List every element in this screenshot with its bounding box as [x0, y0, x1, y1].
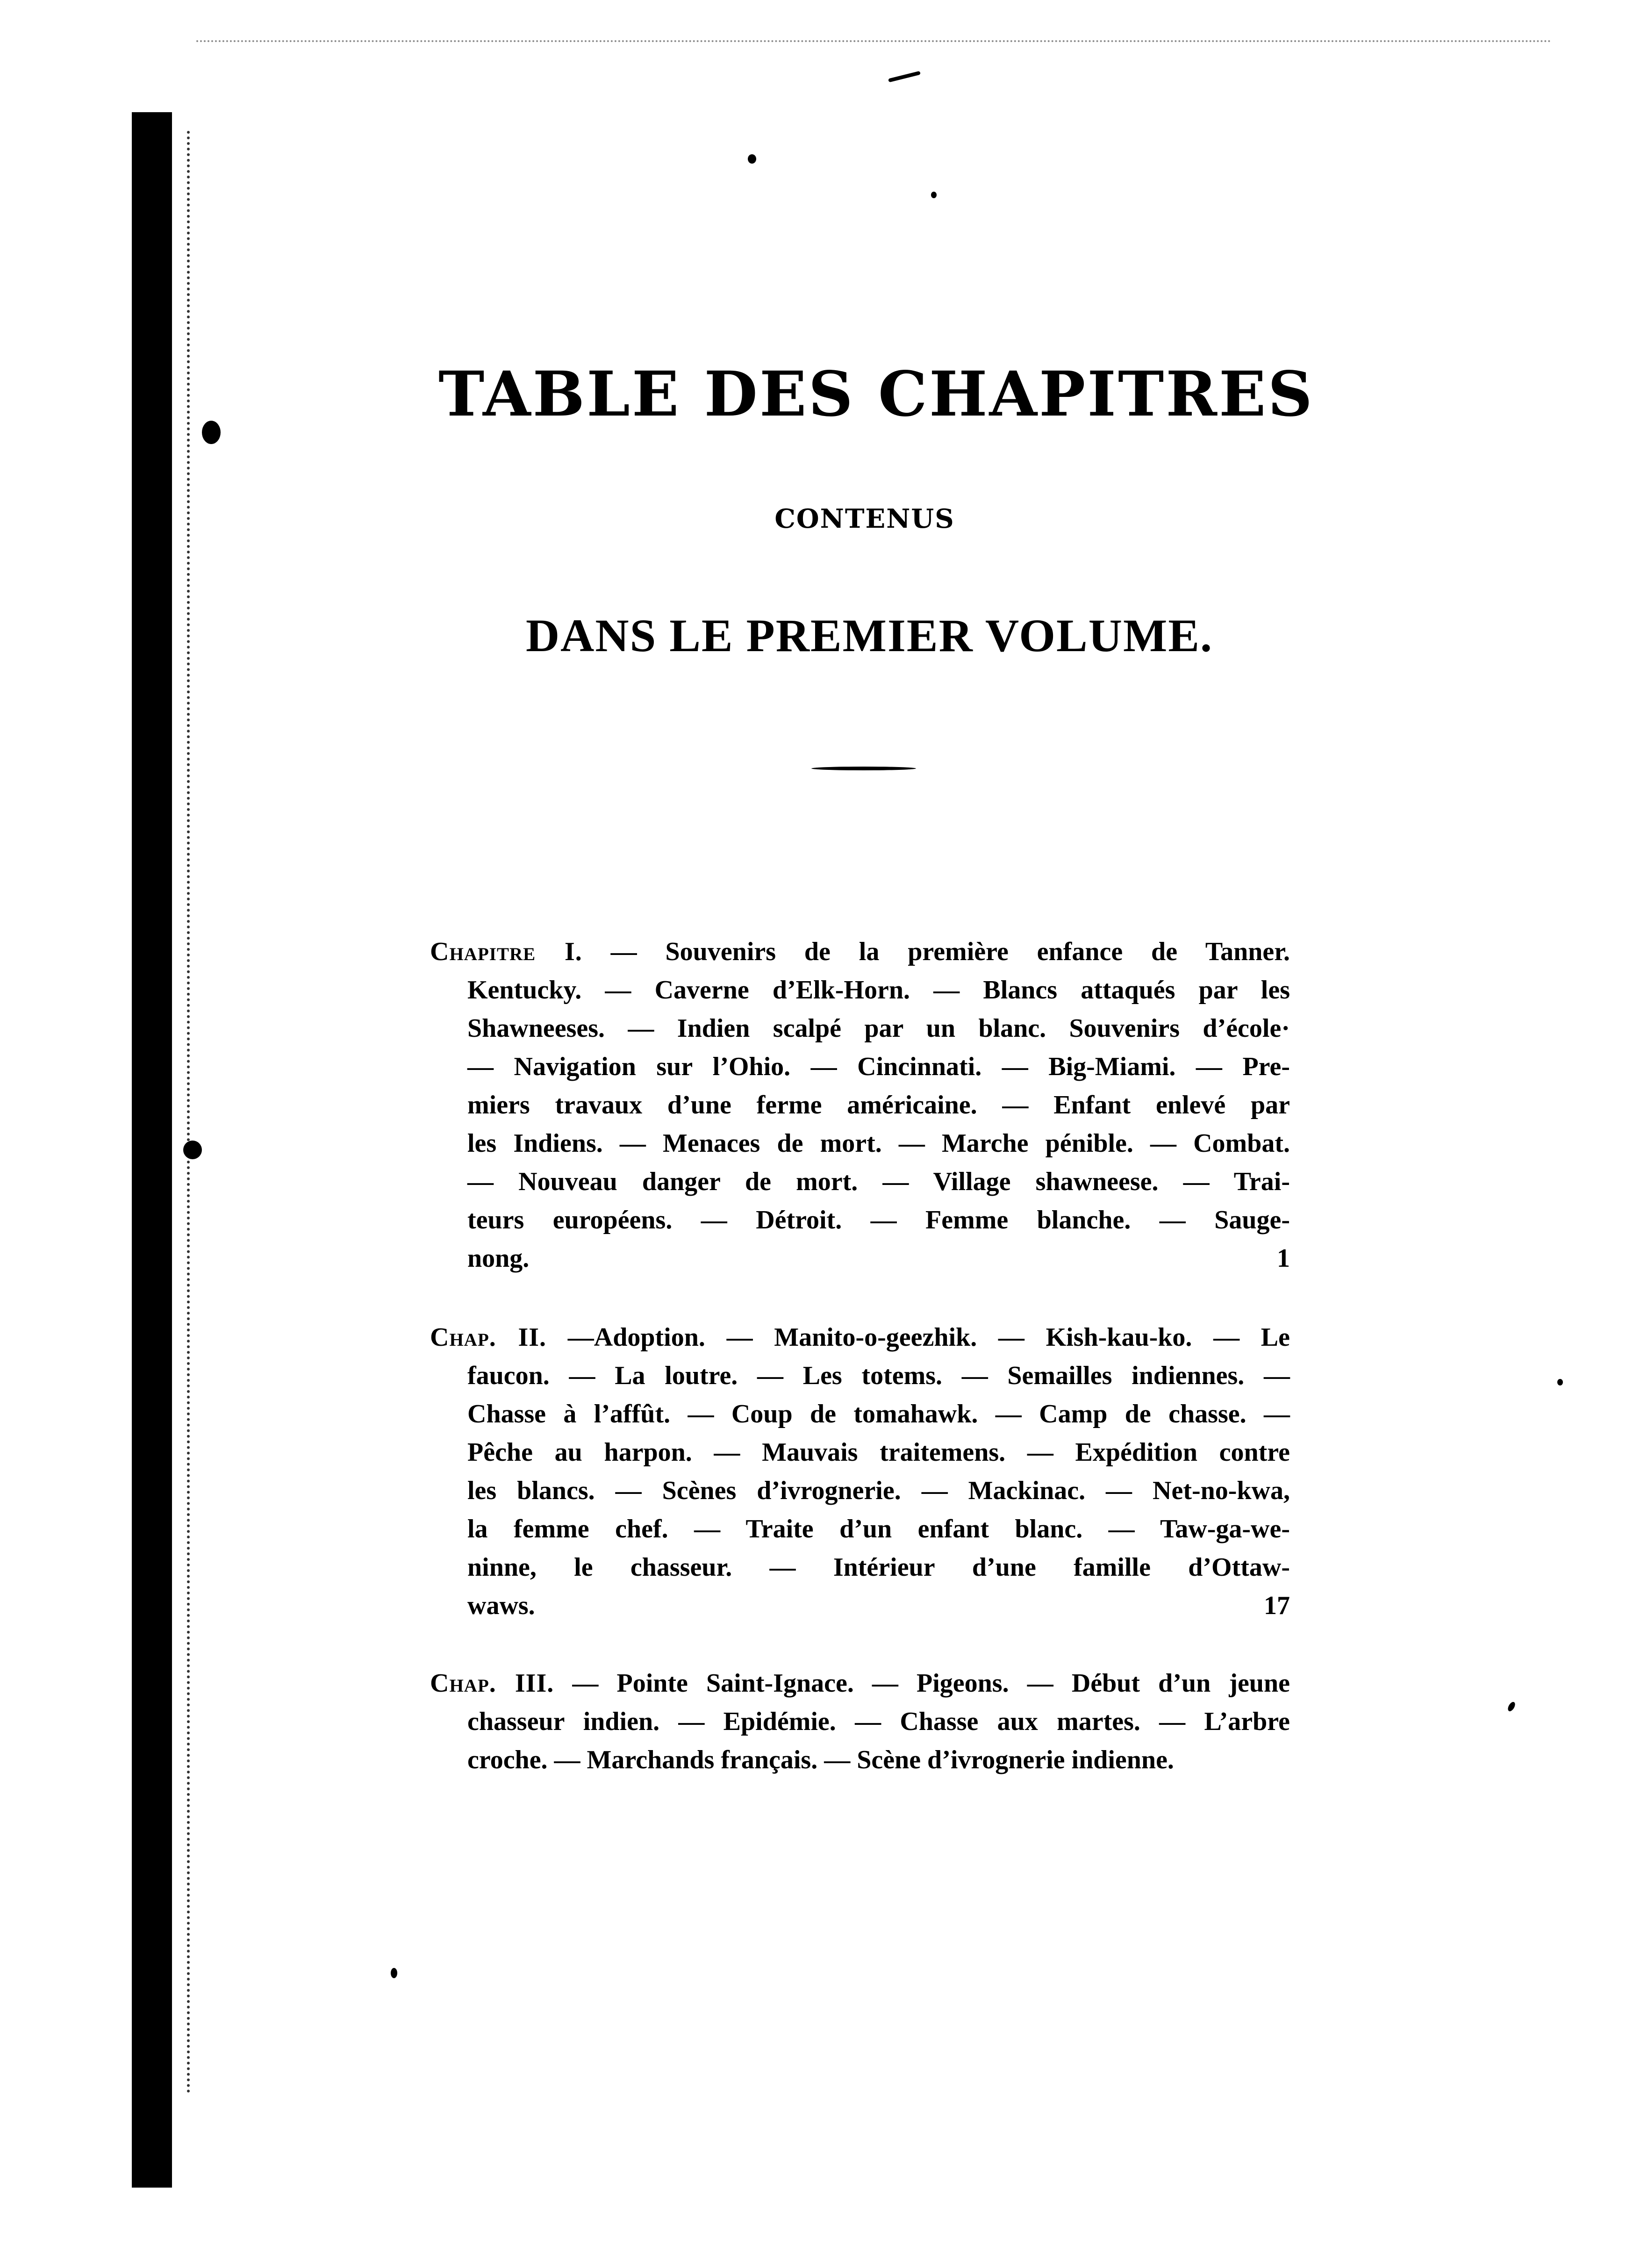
speck: [748, 154, 756, 164]
chapter-line: la femme chef. — Traite d’un enfant blanc. — Taw-ga-we-: [467, 1514, 1290, 1543]
chapter-line: — Navigation sur l’Ohio. — Cincinnati. — Big-Miami. — Pre-: [467, 1052, 1290, 1081]
page-subtitle: CONTENUS: [774, 503, 955, 534]
chapter-line: [430, 933, 1290, 971]
binding-shadow: [132, 112, 172, 2188]
chapter-line: croche. — Marchands français. — Scène d’ivrognerie indienne.: [467, 1745, 1174, 1774]
ornament-rule: [811, 767, 916, 770]
chapter-label: Chap. II.: [430, 1323, 547, 1352]
scan-edge-top: [196, 40, 1552, 42]
chapter-label: Chap. III.: [430, 1669, 554, 1698]
speck: [888, 71, 921, 83]
chapter-line: Kentucky. — Caverne d’Elk-Horn. — Blancs attaqués par les: [467, 976, 1290, 1005]
speck: [183, 1141, 202, 1159]
chapter-line: — Nouveau danger de mort. — Village shawneese. — Trai-: [467, 1167, 1290, 1196]
chapter-line: ninne, le chasseur. — Intérieur d’une famille d’Ottaw-: [467, 1553, 1290, 1582]
speck: [931, 192, 937, 198]
chapter-line: [430, 1318, 1290, 1356]
chapter-entry-1: [430, 933, 1290, 1278]
speck: [1557, 1379, 1563, 1385]
volume-heading: DANS LE PREMIER VOLUME.: [525, 610, 1213, 661]
chapter-text: — Souvenirs de la première enfance de Tanner.: [610, 937, 1290, 966]
chapter-line: teurs européens. — Détroit. — Femme blanche. — Sauge-: [467, 1206, 1290, 1234]
chapter-text: waws.: [467, 1591, 535, 1620]
chapter-text: — Pointe Saint-Ignace. — Pigeons. — Début d’un jeune: [572, 1669, 1290, 1698]
chapter-line: Chasse à l’affût. — Coup de tomahawk. — Camp de chasse. —: [467, 1400, 1290, 1428]
chapter-label: Chapitre I.: [430, 937, 582, 966]
chapter-line: [430, 1664, 1290, 1702]
chapter-entry-2: [430, 1318, 1290, 1625]
page-title: TABLE DES CHAPITRES: [438, 358, 1314, 431]
chapter-line: Pêche au harpon. — Mauvais traitemens. — Expédition contre: [467, 1438, 1290, 1467]
chapter-line: miers travaux d’une ferme américaine. — Enfant enlevé par: [467, 1091, 1290, 1120]
chapter-line: chasseur indien. — Epidémie. — Chasse aux martes. — L’arbre: [467, 1707, 1290, 1736]
chapter-line: faucon. — La loutre. — Les totems. — Semailles indiennes. —: [467, 1361, 1290, 1390]
chapter-text: nong.: [467, 1244, 530, 1273]
chapter-line: [430, 1586, 1290, 1625]
chapter-line: [430, 1239, 1290, 1278]
page-edge: [187, 131, 194, 2094]
chapter-line: les Indiens. — Menaces de mort. — Marche pénible. — Combat.: [467, 1129, 1290, 1158]
chapter-text: —Adoption. — Manito-o-geezhik. — Kish-kau-ko. — Le: [567, 1323, 1290, 1352]
page-number: 1: [1277, 1244, 1290, 1273]
speck: [391, 1968, 397, 1978]
chapter-line: Shawneeses. — Indien scalpé par un blanc. Souvenirs d’école·: [467, 1014, 1290, 1043]
chapter-line: les blancs. — Scènes d’ivrognerie. — Mackinac. — Net-no-kwa,: [467, 1476, 1290, 1505]
speck: [202, 421, 221, 444]
page-number: 17: [1264, 1591, 1290, 1620]
chapter-entry-3: [430, 1664, 1290, 1779]
speck: [1506, 1701, 1516, 1712]
